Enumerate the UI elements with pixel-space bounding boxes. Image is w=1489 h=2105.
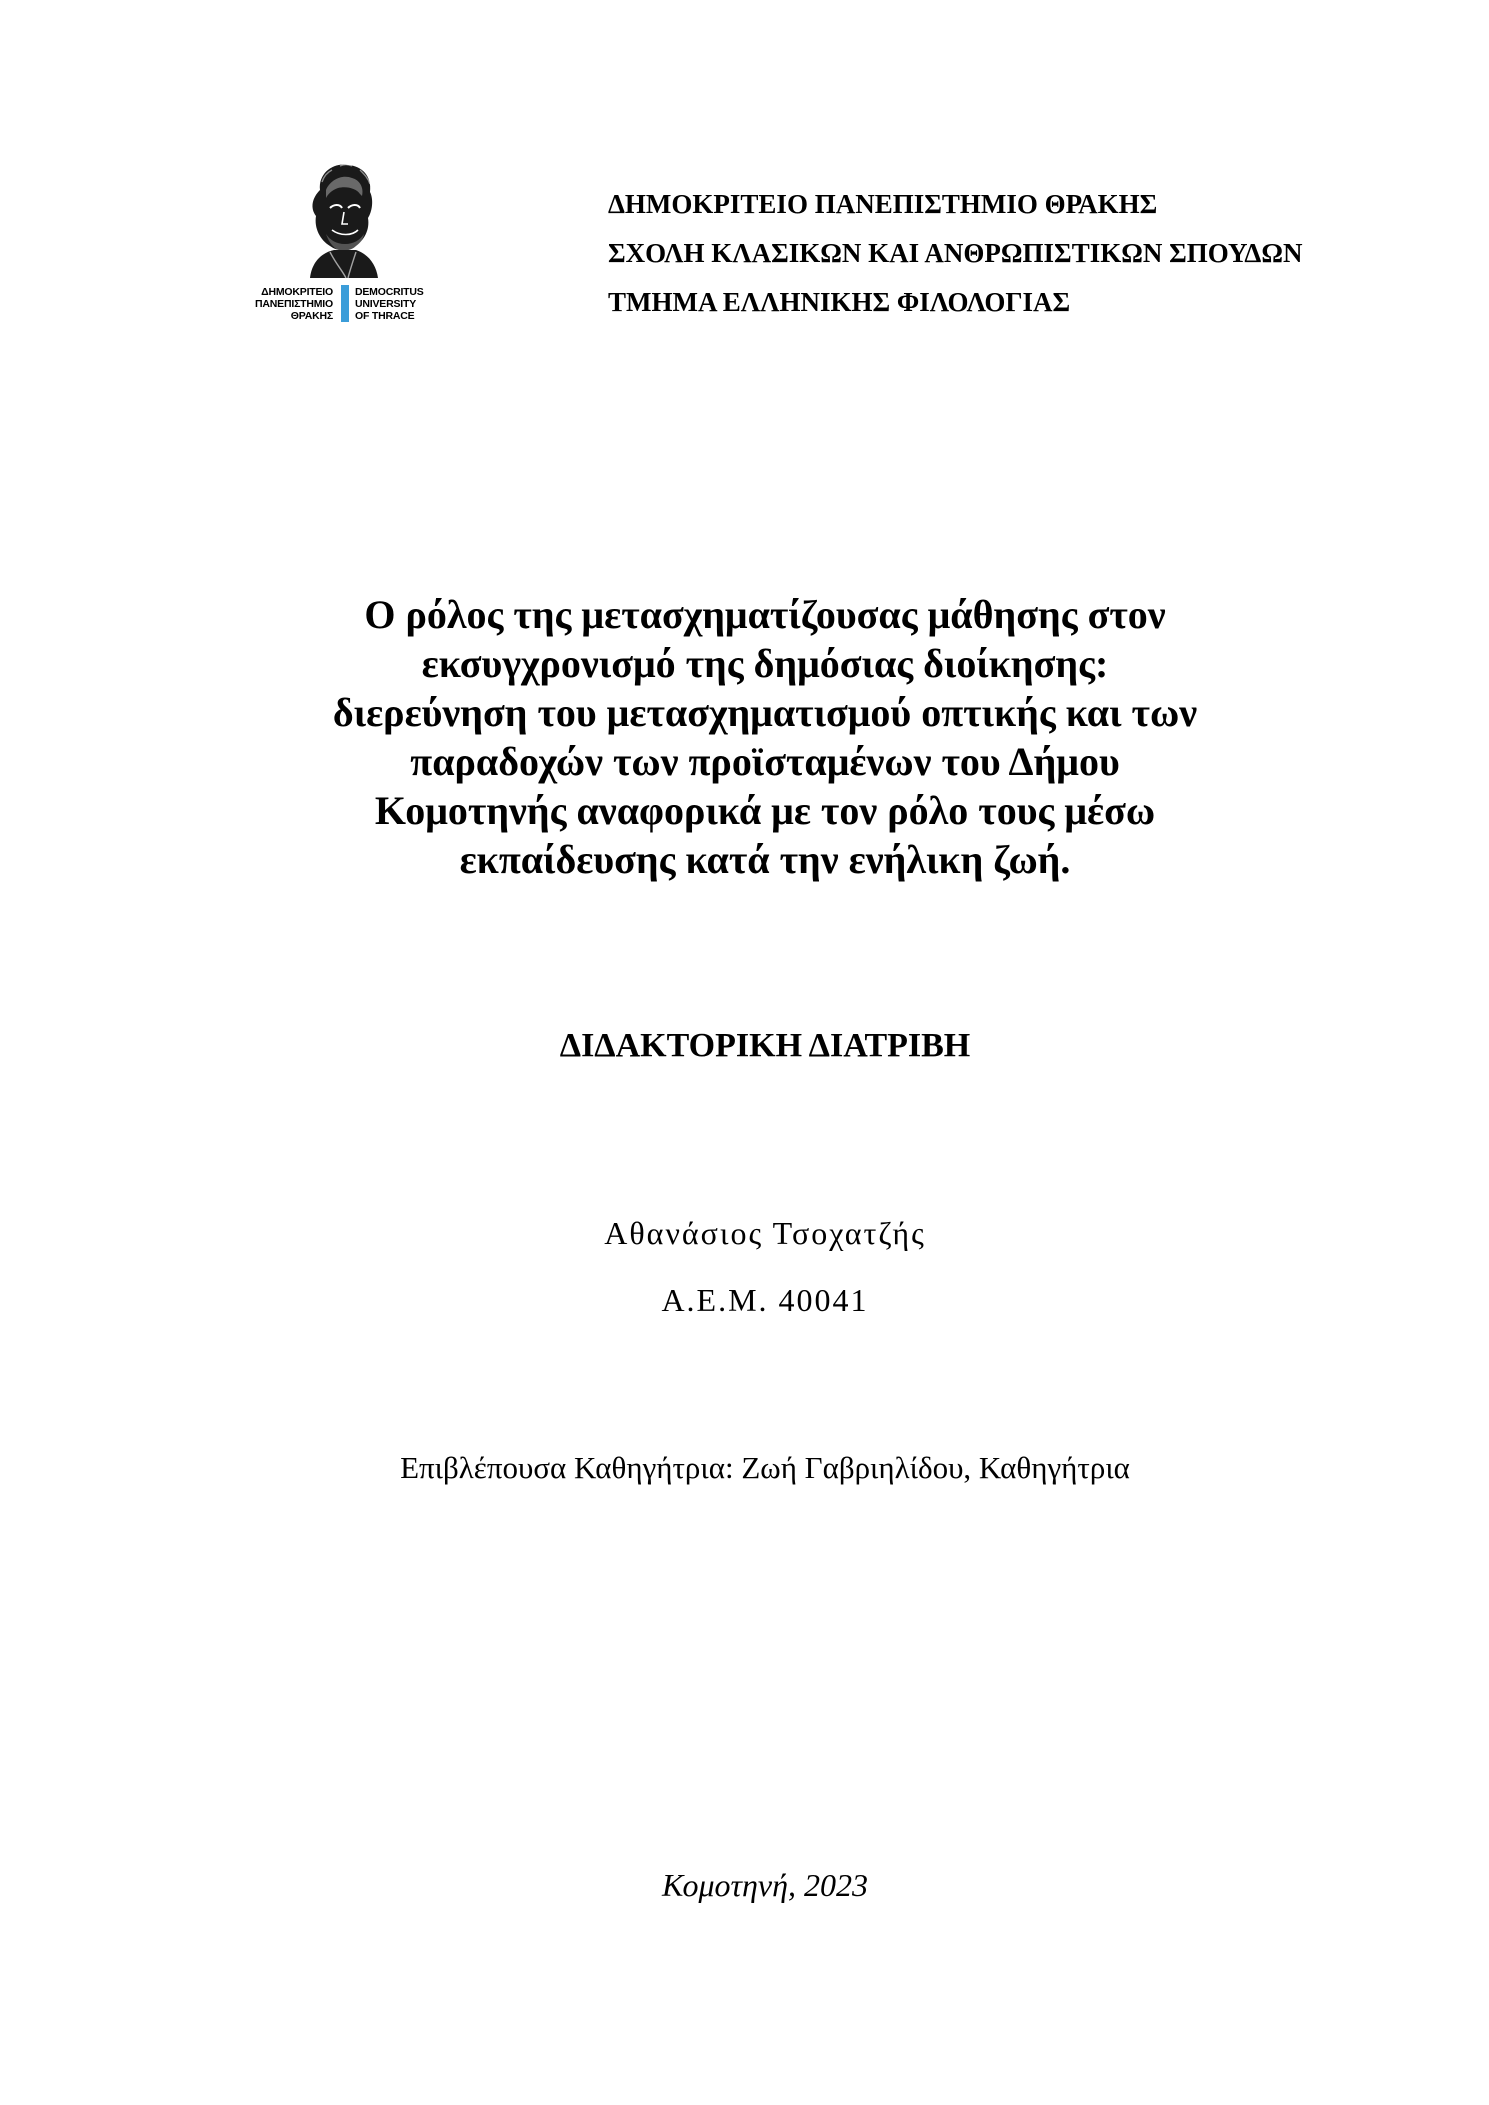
- logo-greek-line: ΘΡΑΚΗΣ: [290, 310, 333, 322]
- title-line: εκπαίδευσης κατά την ενήλικη ζωή.: [459, 837, 1071, 882]
- place-and-date: Κομοτηνή, 2023: [662, 1867, 868, 1903]
- supervisor-line: Επιβλέπουσα Καθηγήτρια: Ζωή Γαβριηλίδου, Καθηγήτρια: [400, 1450, 1130, 1485]
- logo-english-line: OF THRACE: [355, 310, 415, 322]
- department-name: ΤΜΗΜΑ ΕΛΛΗΝΙΚΗΣ ΦΙΛΟΛΟΓΙΑΣ: [608, 287, 1071, 317]
- thesis-title: [200, 590, 1330, 884]
- university-logo: [240, 160, 440, 335]
- title-line: Κομοτηνής αναφορικά με τον ρόλο τους μέσω: [374, 788, 1156, 833]
- school-name: ΣΧΟΛΗ ΚΛΑΣΙΚΩΝ ΚΑΙ ΑΝΘΡΩΠΙΣΤΙΚΩΝ ΣΠΟΥΔΩΝ: [608, 238, 1303, 268]
- institution-header: [608, 180, 1302, 327]
- logo-greek-line: ΔΗΜΟΚΡΙΤΕΙΟ: [261, 286, 333, 298]
- author-name: Αθανάσιος Τσοχατζής: [604, 1215, 926, 1251]
- title-line: διερεύνηση του μετασχηματισμού οπτικής και των: [332, 690, 1198, 735]
- logo-english-line: UNIVERSITY: [355, 298, 417, 310]
- document-type: ΔΙΔΑΚΤΟΡΙΚΗ ΔΙΑΤΡΙΒΗ: [559, 1027, 971, 1064]
- logo-divider-bar: [341, 285, 349, 322]
- title-line: παραδοχών των προϊσταμένων του Δήμου: [410, 739, 1120, 784]
- title-line: Ο ρόλος της μετασχηματίζουσας μάθησης στον: [364, 592, 1166, 637]
- logo-english-line: DEMOCRITUS: [355, 286, 424, 298]
- logo-text-greek: [245, 286, 333, 322]
- student-id: Α.Ε.Μ. 40041: [661, 1282, 869, 1318]
- democritus-portrait-icon: [290, 160, 390, 280]
- university-name: ΔΗΜΟΚΡΙΤΕΙΟ ΠΑΝΕΠΙΣΤΗΜΙΟ ΘΡΑΚΗΣ: [608, 189, 1158, 219]
- title-line: εκσυγχρονισμό της δημόσιας διοίκησης:: [421, 641, 1109, 686]
- logo-greek-line: ΠΑΝΕΠΙΣΤΗΜΙΟ: [255, 298, 333, 310]
- logo-text-english: [355, 286, 435, 322]
